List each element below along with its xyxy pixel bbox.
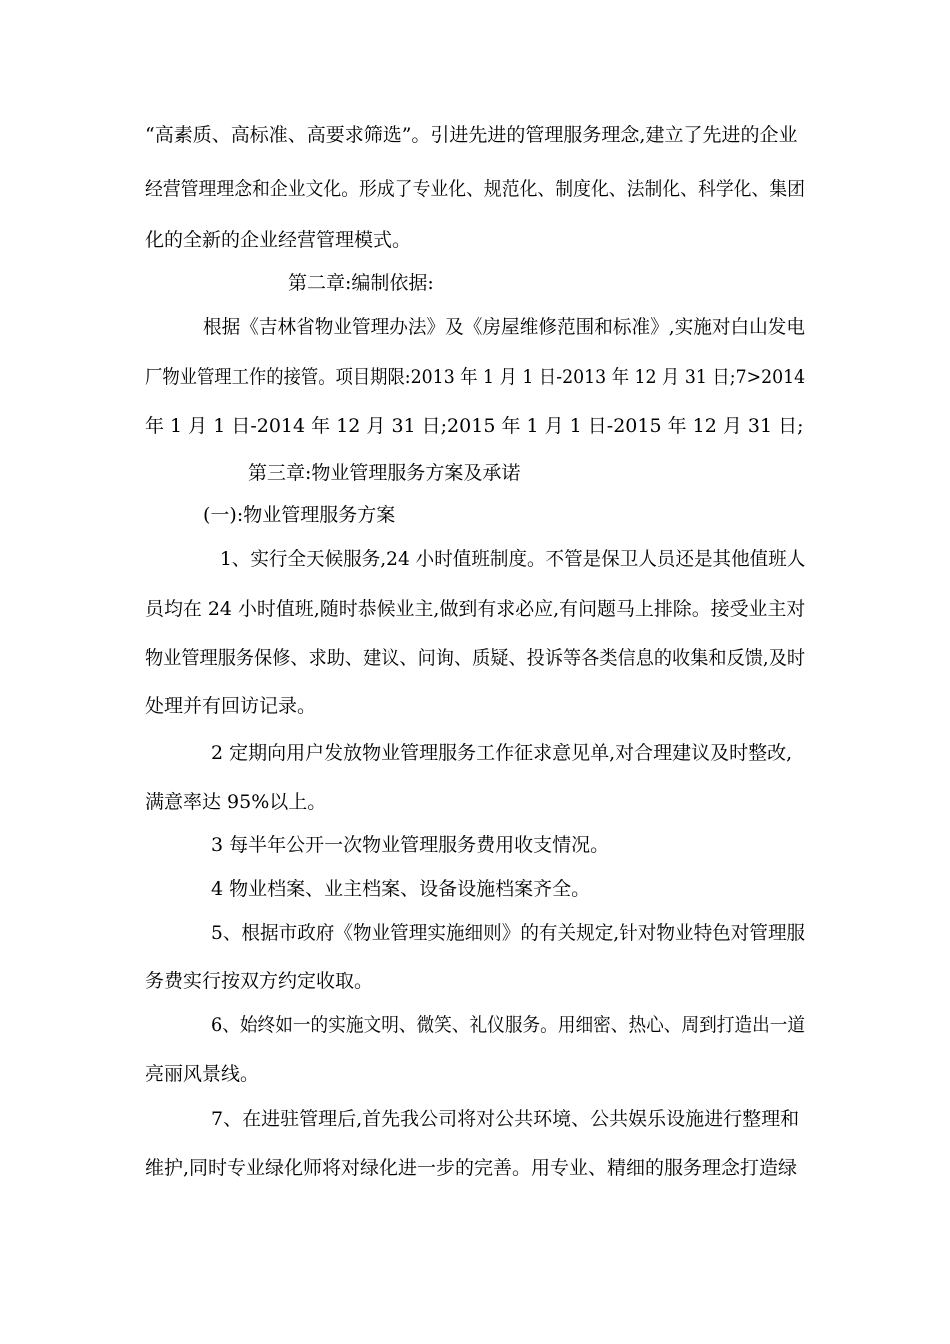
paragraph-line: 5、根据市政府《物业管理实施细则》的有关规定,针对物业特色对管理服 (211, 922, 806, 944)
section-heading: (一):物业管理服务方案 (203, 504, 396, 526)
paragraph-line: 亮丽风景线。 (145, 1063, 260, 1085)
paragraph-line: 年 1 月 1 日-2014 年 12 月 31 日;2015 年 1 月 1 日-2015 年 12 月 31 日; (145, 415, 804, 437)
paragraph-line: 员均在 24 小时值班,随时恭候业主,做到有求必应,有问题马上排除。接受业主对 (145, 598, 806, 620)
paragraph-line: 1、实行全天候服务,24 小时值班制度。不管是保卫人员还是其他值班人 (220, 548, 806, 570)
paragraph-line: 3 每半年公开一次物业管理服务费用收支情况。 (211, 834, 610, 856)
paragraph-line: 处理并有回访记录。 (145, 695, 317, 717)
paragraph-line: 4 物业档案、业主档案、设备设施档案齐全。 (211, 878, 591, 900)
paragraph-line: 2 定期向用户发放物业管理服务工作征求意见单,对合理建议及时整改, (211, 742, 793, 764)
chapter-heading: 第二章:编制依据: (288, 272, 434, 294)
paragraph-line: 化的全新的企业经营管理模式。 (145, 229, 412, 251)
paragraph-line: 7、在进驻管理后,首先我公司将对公共环境、公共娱乐设施进行整理和 (211, 1108, 800, 1130)
paragraph-line: 物业管理服务保修、求助、建议、问询、质疑、投诉等各类信息的收集和反馈,及时 (145, 647, 806, 669)
paragraph-line: 根据《吉林省物业管理办法》及《房屋维修范围和标准》,实施对白山发电 (203, 316, 806, 338)
paragraph-line: 务费实行按双方约定收取。 (145, 970, 374, 992)
paragraph-line: “高素质、高标准、高要求筛选”。引进先进的管理服务理念,建立了先进的企业 (145, 124, 798, 146)
paragraph-line: 维护,同时专业绿化师将对绿化进一步的完善。用专业、精细的服务理念打造绿 (145, 1157, 798, 1179)
chapter-heading: 第三章:物业管理服务方案及承诺 (248, 462, 521, 484)
paragraph-line: 厂物业管理工作的接管。项目期限:2013 年 1 月 1 日-2013 年 12 月 31 日;7>2014 (145, 366, 806, 388)
paragraph-line: 满意率达 95%以上。 (145, 791, 327, 813)
paragraph-line: 6、始终如一的实施文明、微笑、礼仪服务。用细密、热心、周到打造出一道 (211, 1014, 806, 1036)
paragraph-line: 经营管理理念和企业文化。形成了专业化、规范化、制度化、法制化、科学化、集团 (145, 178, 806, 200)
